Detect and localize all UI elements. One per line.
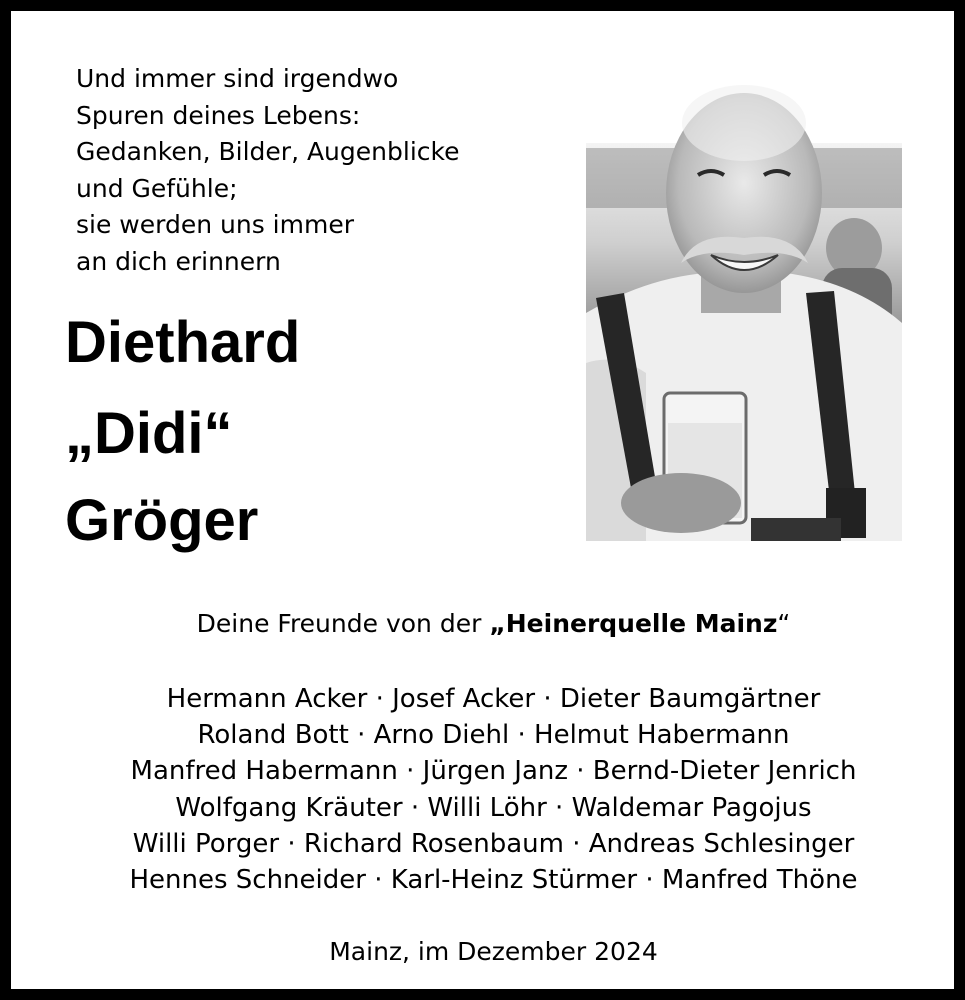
place-date: Mainz, im Dezember 2024 xyxy=(329,937,658,966)
mourners-line: Hermann Acker · Josef Acker · Dieter Baumgärtner xyxy=(166,684,821,714)
group-name: Heinerquelle Mainz xyxy=(505,609,778,638)
poem-line: Spuren deines Lebens: xyxy=(76,100,361,130)
mourners-line: Hennes Schneider · Karl-Heinz Stürmer · Manfred Thöne xyxy=(129,865,858,896)
portrait-photo xyxy=(586,63,902,541)
mourners-line: Roland Bott · Arno Diehl · Helmut Habermann xyxy=(197,720,790,751)
poem-line: Gedanken, Bilder, Augenblicke xyxy=(76,137,460,166)
deceased-last-name: Gröger xyxy=(65,488,259,553)
mourners-line: Manfred Habermann · Jürgen Janz · Bernd-Dieter Jenrich xyxy=(130,756,857,787)
poem-line: sie werden uns immer xyxy=(76,210,354,239)
poem-line: und Gefühle; xyxy=(76,173,238,203)
poem-line: an dich erinnern xyxy=(76,246,281,276)
mourners-line: Willi Porger · Richard Rosenbaum · Andreas Schlesinger xyxy=(132,828,855,859)
memorial-poem xyxy=(76,61,459,280)
deceased-nickname: „Didi“ xyxy=(65,401,233,466)
mourners-list xyxy=(11,681,965,898)
open-quote: „ xyxy=(489,609,506,638)
deceased-first-name: Diethard xyxy=(65,310,301,375)
friends-prefix: Deine Freunde von der xyxy=(196,609,490,638)
close-quote: “ xyxy=(777,609,791,638)
friends-line xyxy=(11,606,965,642)
poem-line: Und immer sind irgendwo xyxy=(76,64,399,93)
mourners-line: Wolfgang Kräuter · Willi Löhr · Waldemar Pagojus xyxy=(175,792,812,823)
